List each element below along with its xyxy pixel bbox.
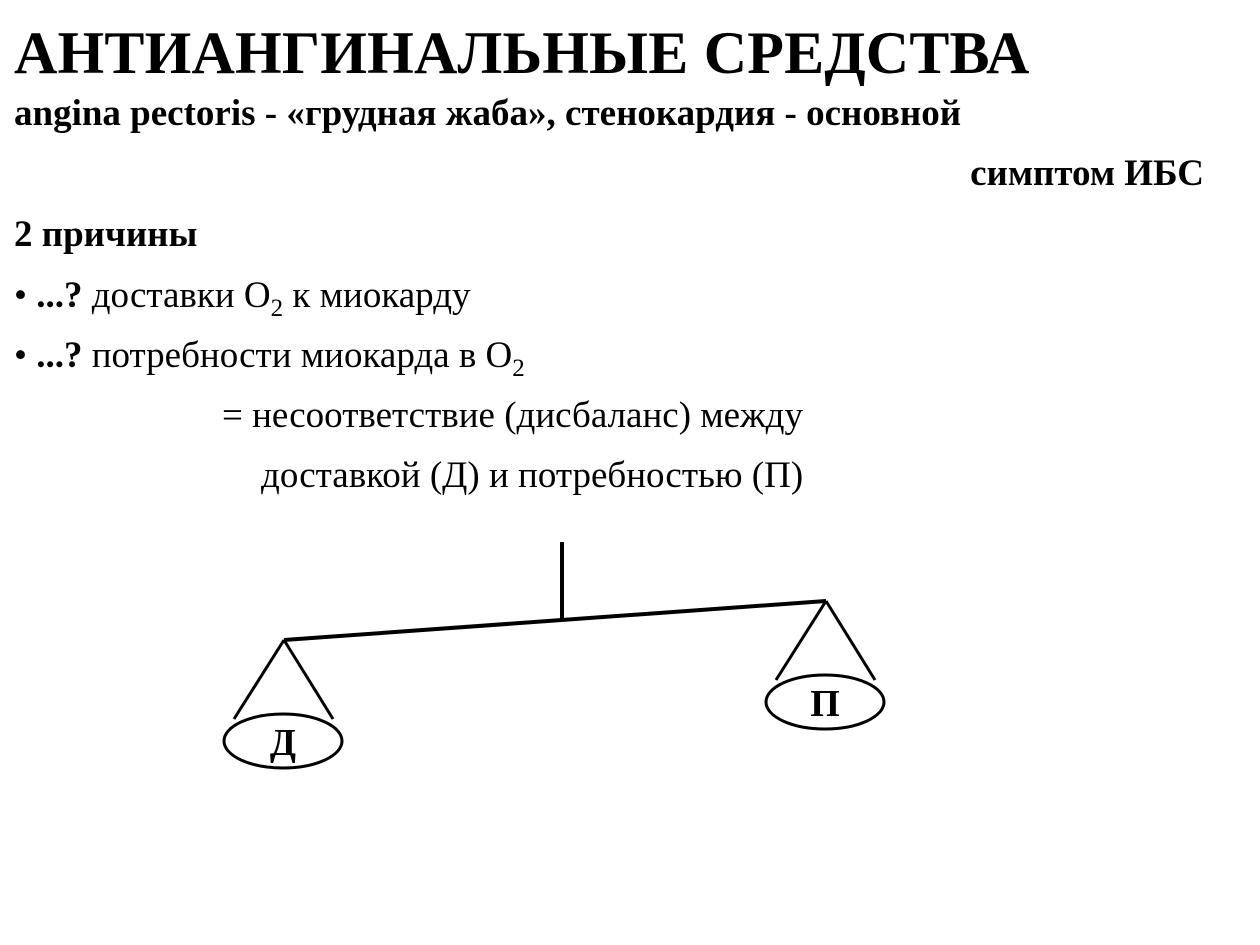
right-pan-demand [766,601,884,729]
cause-marker: ...? [36,275,83,316]
cause-text: потребности миокарда в O [82,335,513,376]
cause-text-tail: к миокарду [283,275,471,316]
subtitle-line-1: angina pectoris - «грудная жаба», стенокардия - основной [14,93,962,134]
slide-title: АНТИАНГИНАЛЬНЫЕ СРЕДСТВА [14,20,1030,86]
left-pan-string-right [284,640,333,719]
subtitle-line-2: симптом ИБС [970,153,1204,194]
conclusion-line-1: = несоответствие (дисбаланс) между [222,395,803,436]
right-pan-label: П [810,683,840,725]
subscript: 2 [270,295,284,322]
right-pan-string-right [826,601,875,680]
subscript: 2 [512,355,525,382]
cause-marker: ...? [36,335,83,376]
cause-text: доставки O [82,275,271,316]
causes-heading: 2 причины [14,214,198,255]
right-pan-string-left [776,601,826,680]
left-pan-delivery [224,640,342,768]
conclusion-line-2: доставкой (Д) и потребностью (П) [261,455,804,496]
left-pan-string-left [234,640,284,719]
bullet-point: • [14,275,27,316]
bullet-point: • [14,335,27,376]
left-pan-label: Д [269,722,297,764]
scales-beam [284,601,826,640]
